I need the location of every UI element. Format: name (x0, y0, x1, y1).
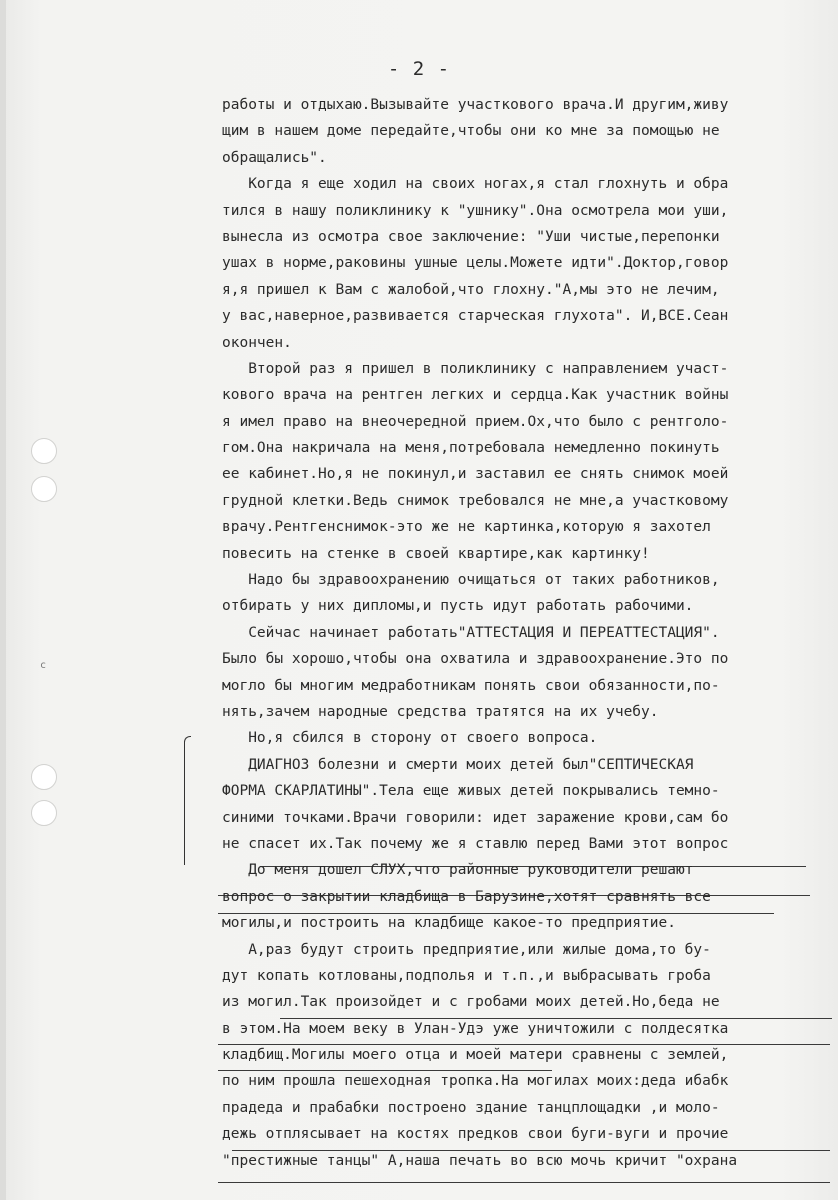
text-line: прадеда и прабабки построено здание танцплощадки ,и моло- (222, 1099, 720, 1116)
text-line: отбирать у них дипломы,и пусть идут работать рабочими. (222, 598, 694, 615)
text-line: ушах в норме,раковины ушные целы.Можете идти".Доктор,говор (222, 255, 729, 272)
text-line: у вас,наверное,развивается старческая глухота". И,ВСЕ.Сеан (222, 308, 729, 325)
text-line: вопрос о закрытии кладбища в Барузине,хотят сравнять все (222, 888, 711, 905)
text-line: врачу.Рентгенснимок-это же не картинка,которую я захотел (222, 519, 711, 536)
text-line: Было бы хорошо,чтобы она охватила и здравоохранение.Это по (222, 651, 729, 668)
margin-bracket (184, 736, 191, 865)
text-line: в этом.На моем веку в Улан-Удэ уже уничтожили с полдесятка (222, 1020, 729, 1037)
text-line: нять,зачем народные средства тратятся на их учебу. (222, 703, 659, 720)
text-line: грудной клетки.Ведь снимок требовался не мне,а участковому (222, 492, 729, 509)
text-line: вынесла из осмотра свое заключение: "Уши чистые,перепонки (222, 228, 720, 245)
punch-hole (31, 438, 57, 464)
text-line: я имел право на внеочередной прием.Ох,что было с рентголо- (222, 413, 729, 430)
text-line: кладбищ.Могилы моего отца и моей матери сравнены с землей, (222, 1047, 729, 1064)
text-line: До меня дошел СЛУХ,что районные руководители решают (222, 862, 694, 879)
typewritten-text (222, 92, 838, 1174)
text-line: дут копать котлованы,подполья и т.п.,и выбрасывать гроба (222, 967, 711, 984)
text-line: работы и отдыхаю.Вызывайте участкового врача.И другим,живу (222, 97, 729, 113)
page-number: - 2 - (387, 58, 451, 80)
text-line: "престижные танцы" А,наша печать во всю мочь кричит "охрана (222, 1152, 738, 1169)
text-line: не спасет их.Так почему же я ставлю перед Вами этот вопрос (222, 835, 729, 852)
text-line: по ним прошла пешеходная тропка.На могилах моих:деда ибабк (222, 1073, 729, 1090)
paper-edge (0, 0, 6, 1200)
punch-hole (31, 800, 57, 826)
text-line: ДИАГНОЗ болезни и смерти моих детей был"СЕПТИЧЕСКАЯ (222, 756, 694, 773)
text-line: могилы,и построить на кладбище какое-то предприятие. (222, 915, 676, 932)
punch-hole (31, 476, 57, 502)
text-line: Но,я сбился в сторону от своего вопроса. (222, 730, 598, 747)
text-line: обращались". (222, 149, 327, 166)
text-line: синими точками.Врачи говорили: идет заражение крови,сам бо (222, 809, 729, 826)
text-line: дежь отплясывает на костях предков свои буги-вуги и прочие (222, 1126, 729, 1143)
text-line: Сейчас начинает работать"АТТЕСТАЦИЯ И ПЕРЕАТТЕСТАЦИЯ". (222, 624, 720, 641)
text-line: могло бы многим медработникам понять свои обязанности,по- (222, 677, 720, 694)
text-line: из могил.Так произойдет и с гробами моих детей.Но,беда не (222, 994, 720, 1011)
text-line: окончен. (222, 334, 292, 351)
text-line: Второй раз я пришел в поликлинику с направлением участ- (222, 360, 729, 377)
text-line: гом.Она накричала на меня,потребовала немедленно покинуть (222, 440, 720, 457)
text-line: я,я пришел к Вам с жалобой,что глохну."А,мы это не лечим, (222, 281, 720, 298)
text-line: Когда я еще ходил на своих ногах,я стал глохнуть и обра (222, 176, 729, 193)
text-line: Надо бы здравоохранению очищаться от таких работников, (222, 572, 720, 589)
punch-hole (31, 764, 57, 790)
text-line: ее кабинет.Но,я не покинул,и заставил ее снять снимок моей (222, 466, 729, 483)
text-line: А,раз будут строить предприятие,или жилые дома,то бу- (222, 941, 711, 958)
text-line: тился в нашу поликлинику к "ушнику".Она осмотрела мои уши, (222, 202, 729, 219)
underline (218, 1182, 830, 1183)
text-line: ФОРМА СКАРЛАТИНЫ".Тела еще живых детей покрывались темно- (222, 783, 720, 800)
margin-mark: c (40, 660, 47, 671)
text-line: щим в нашем доме передайте,чтобы они ко мне за помощью не (222, 123, 720, 140)
text-line: кового врача на рентген легких и сердца.Как участник войны (222, 387, 729, 404)
text-line: повесить на стенке в своей квартире,как картинку! (222, 545, 650, 562)
